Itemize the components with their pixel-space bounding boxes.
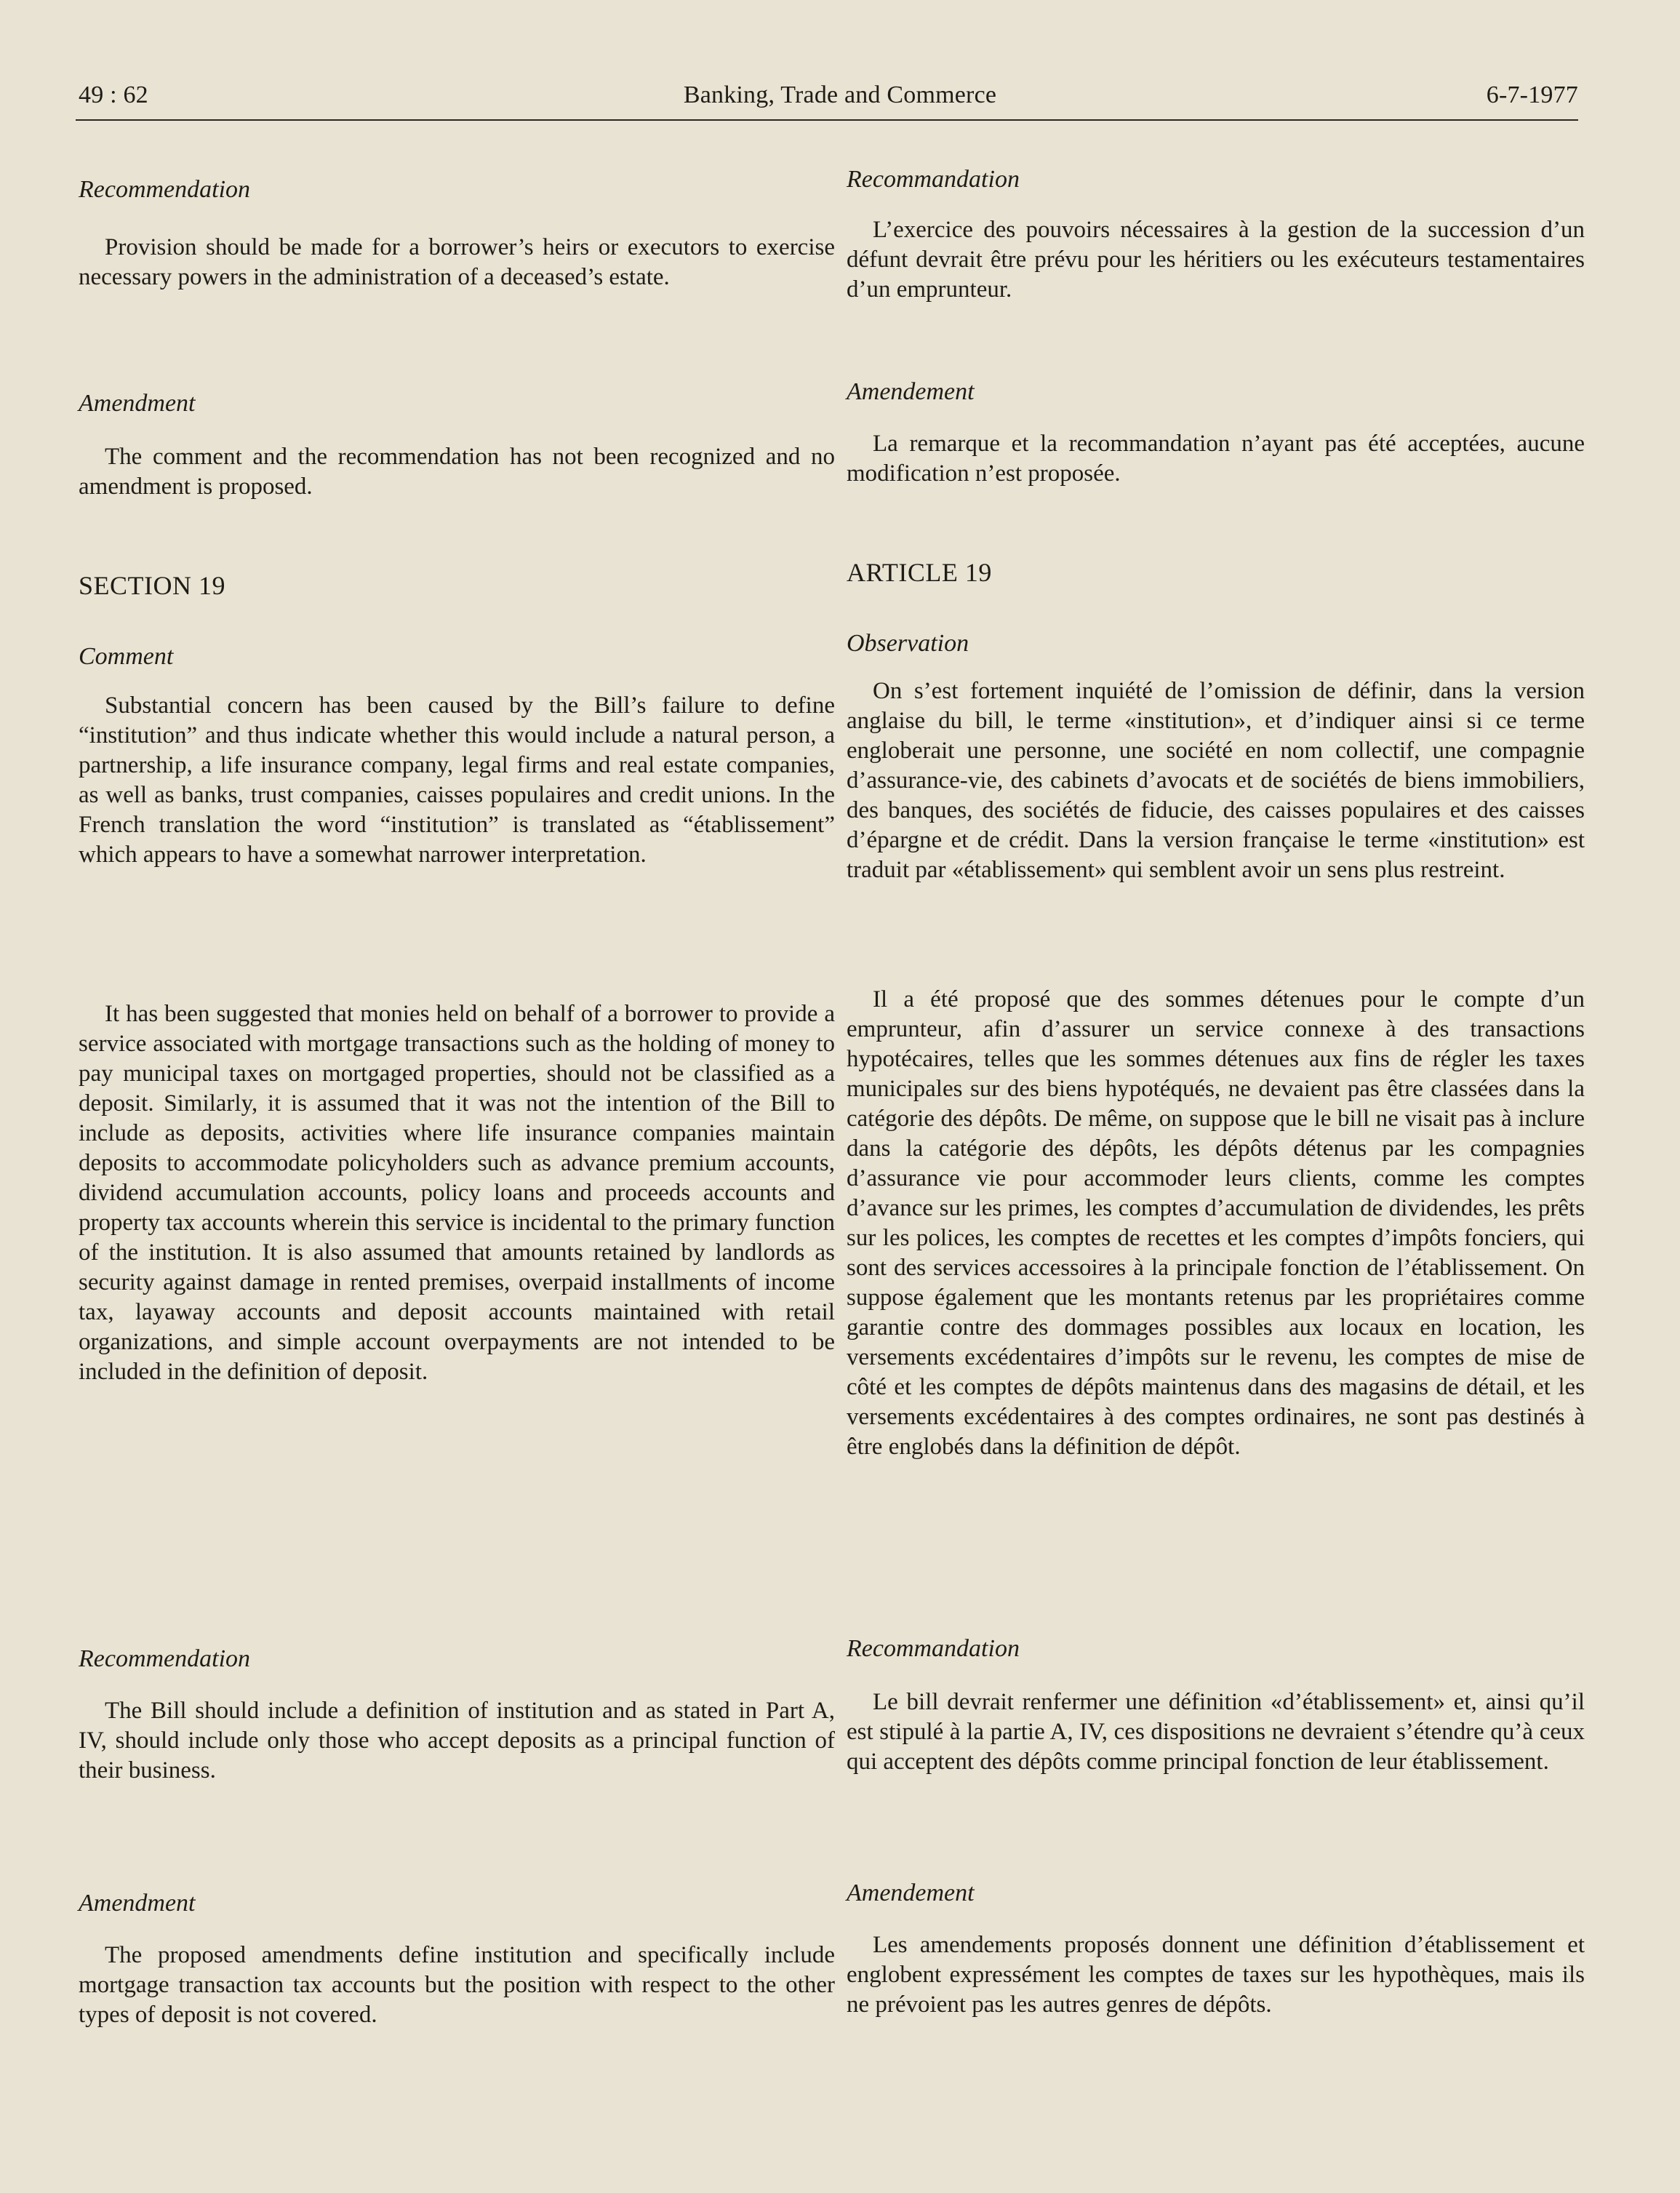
en-amendment-1-text: The comment and the recommendation has not been recognized and no amendment is proposed. [79, 444, 835, 500]
fr-amendment-2-heading: Amendement [847, 1880, 975, 1906]
fr-observation-text-2: Il a été proposé que des sommes détenues pour le compte d’un emprunteur, afin d’assurer un service connexe à des transactions hypotécaires, telles que les sommes détenues aux fins de régler les taxes municipales sur des biens hypotéqués, ne devaient pas être classées dans la catégorie des dépôts. De même, on suppose que le bill ne visait pas à inclure dans la catégorie des dépôts, les dépôts détenus par les compagnies d’assurance vie pour accommoder leurs clients, comme les comptes d’avance sur les primes, les comptes d’accumulation de dividendes, les prêts sur les polices, les comptes de recettes et les comptes d’impôts fonciers, qui sont des services accessoires à la principale fonction de l’établissement. On suppose également que les montants retenus par les propriétaires comme garantie contre des dommages possibles aux locaux en location, les versements excédentaires d’impôts sur le revenu, les comptes de mise de côté et les comptes de dépôts maintenus dans des magasins de détail, et les versements excédentaires à des comptes ordinaires, ne sont pas destinés à être englobés dans la définition de dépôt. [847, 986, 1585, 1460]
header-rule [76, 119, 1578, 121]
en-comment-text-2: It has been suggested that monies held on behalf of a borrower to provide a service associated with mortgage transactions such as the holding of money to pay municipal taxes on mortgaged properties, should not be classified as a deposit. Similarly, it is assumed that it was not the intention of the Bill to include as deposits, activities where life insurance companies maintain deposits to accommodate policyholders such as advance premium accounts, dividend accumulation accounts, policy loans and proceeds accounts and property tax accounts wherein this service is incidental to the primary function of the institution. It is also assumed that amounts retained by landlords as security against damage in rented premises, overpaid installments of income tax, layaway accounts and deposit accounts maintained with retail organizations, and simple account overpayments are not intended to be included in the definition of deposit. [79, 1001, 835, 1385]
en-recommendation-2-text: The Bill should include a definition of institution and as stated in Part A, IV, should include only those who accept deposits as a principal function of their business. [79, 1698, 835, 1783]
fr-amendment-1-text: La remarque et la recommandation n’ayant pas été acceptées, aucune modification n’est proposée. [847, 431, 1585, 487]
fr-recommendation-2-heading: Recommandation [847, 1635, 1020, 1662]
en-amendment-2-text: The proposed amendments define institution and specifically include mortgage transaction tax accounts but the position with respect to the other types of deposit is not covered. [79, 1942, 835, 2028]
en-amendment-1-heading: Amendment [79, 390, 196, 417]
fr-recommendation-1-heading: Recommandation [847, 166, 1020, 193]
page-reference: 49 : 62 [79, 81, 148, 108]
en-recommendation-2-heading: Recommendation [79, 1645, 251, 1672]
en-comment-text: Substantial concern has been caused by the Bill’s failure to define “institution” and thus indicate whether this would include a natural person, a partnership, a life insurance company, legal firms and real estate companies, as well as banks, trust companies, caisses populaires and credit unions. In the French translation the word “institution” is translated as “établissement” which appears to have a somewhat narrower interpretation. [79, 692, 835, 868]
publication-date: 6-7-1977 [1486, 81, 1578, 108]
en-section-heading: SECTION 19 [79, 571, 225, 600]
fr-observation-text: On s’est fortement inquiété de l’omission de définir, dans la version anglaise du bill, le terme «institution», et d’indiquer ainsi si ce terme engloberait une personne, une société en nom collectif, une compagnie d’assurance-vie, des cabinets d’avocats et de sociétés de biens immobiliers, des banques, des sociétés de fiducie, des caisses populaires et des caisses d’épargne et de crédit. Dans la version française le terme «institution» est traduit par «établissement» qui semblent avoir un sens plus restreint. [847, 678, 1585, 883]
fr-amendment-2-text: Les amendements proposés donnent une définition d’établissement et englobent expressément les comptes de taxes sur les hypothèques, mais ils ne prévoient pas les autres genres de dépôts. [847, 1932, 1585, 2018]
fr-amendment-1-heading: Amendement [847, 378, 975, 405]
en-recommendation-1-text: Provision should be made for a borrower’s heirs or executors to exercise necessary powers in the administration of a deceased’s estate. [79, 234, 835, 290]
fr-recommendation-2-text: Le bill devrait renfermer une définition «d’établissement» et, ainsi qu’il est stipulé à la partie A, IV, ces dispositions ne devraient s’étendre qu’à ceux qui acceptent des dépôts comme principal fonction de leur établissement. [847, 1689, 1585, 1775]
en-comment-heading: Comment [79, 643, 174, 670]
publication-title: Banking, Trade and Commerce [683, 81, 997, 108]
fr-recommendation-1-text: L’exercice des pouvoirs nécessaires à la gestion de la succession d’un défunt devrait être prévu pour les héritiers ou les exécuteurs testamentaires d’un emprunteur. [847, 217, 1585, 303]
en-amendment-2-heading: Amendment [79, 1890, 196, 1917]
en-recommendation-1-heading: Recommendation [79, 176, 251, 203]
fr-section-heading: ARTICLE 19 [847, 558, 992, 587]
fr-observation-heading: Observation [847, 630, 969, 657]
page-header [0, 0, 1680, 131]
